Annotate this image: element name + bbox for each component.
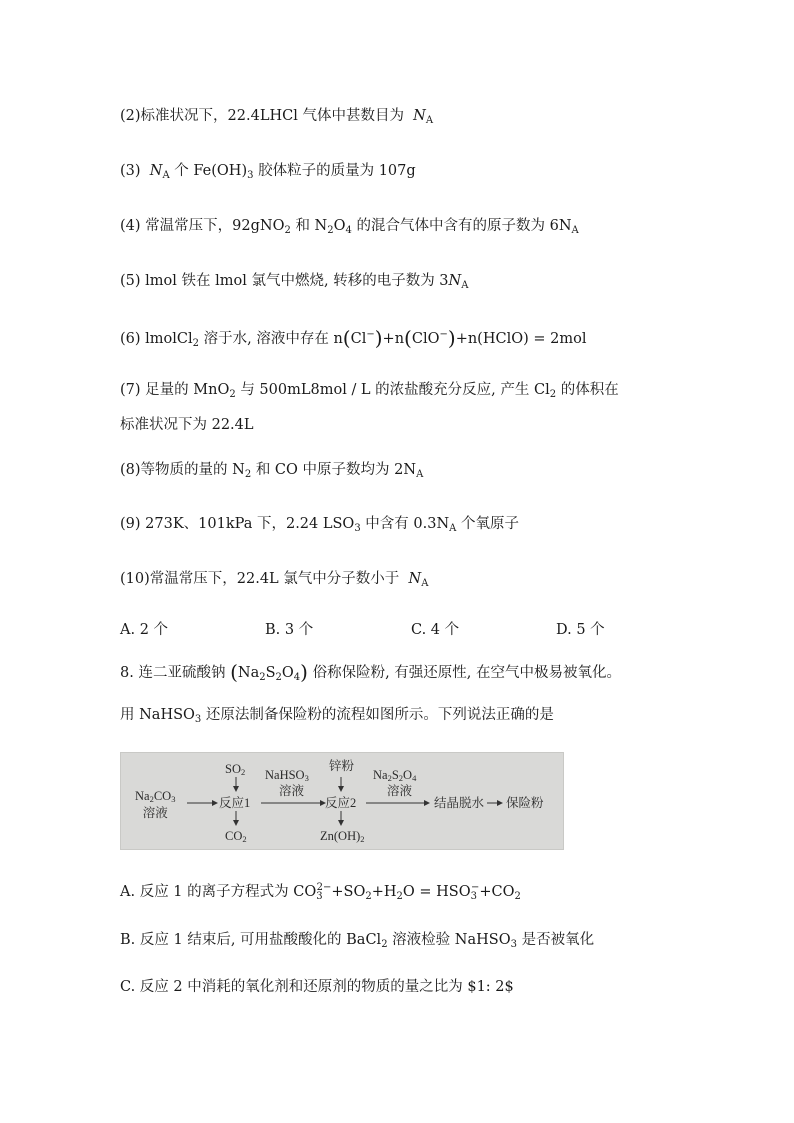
statement-2: (2)标准状况下，22.4LHCl 气体中甚数目为 $N_A$ xyxy=(120,108,434,126)
statement-6: (6) lmolCl$_2$ 溶于水, 溶液中存在 n(Cl−)+n(ClO−)+n(HClO) = 2mol xyxy=(120,326,587,350)
so2-label: $SO_2$ xyxy=(225,762,246,777)
option-b: B. 3 个 xyxy=(265,622,314,638)
answer-8-c: C. 反应 2 中消耗的氧化剂和还原剂的物质的量之比为 $1: 2$ xyxy=(120,979,514,995)
na2co3-label: $Na_2CO_3$ 溶液 xyxy=(135,789,176,820)
question-8-line1: 8. 连二亚硫酸钠 $(Na_2S_2O_4)$ 俗称保险粉, 有强还原性, 在空气中极易被氧化。 xyxy=(120,660,622,684)
option-c: C. 4 个 xyxy=(411,622,460,638)
solution2-label: 溶液 xyxy=(279,784,305,798)
question-8-line2: 用 NaHSO$_3$ 还原法制备保险粉的流程如图所示。下列说法正确的是 xyxy=(120,707,554,725)
statement-5: (5) lmol 铁在 lmol 氯气中燃烧, 转移的电子数为 $3N_A$ xyxy=(120,273,469,291)
zinc-powder-label: 锌粉 xyxy=(329,759,355,773)
reaction2-label: 反应2 xyxy=(325,796,357,810)
znoh2-label: $Zn(OH)_2$ xyxy=(320,829,365,844)
statement-7-line2: 标准状况下为 22.4L xyxy=(120,417,254,433)
statement-4: (4) 常温常压下，92gNO$_2$ 和 $N_2O_4$ 的混合气体中含有的原子数为 $6N_A$ xyxy=(120,218,579,236)
solution3-label: 溶液 xyxy=(387,784,413,798)
statement-7-line1: (7) 足量的 MnO$_2$ 与 500mL8mol / L 的浓盐酸充分反应, 产生 $Cl_2$ 的体积在 xyxy=(120,382,619,400)
statement-3: (3) $N_A$ 个 $Fe(OH)_3$ 胶体粒子的质量为 107g xyxy=(120,163,416,181)
product-label: 保险粉 xyxy=(506,796,544,810)
crystallize-dehydrate-label: 结晶脱水 xyxy=(434,796,485,810)
co2-label: $CO_2$ xyxy=(225,829,247,844)
statement-8: (8)等物质的量的 $N_2$ 和 CO 中原子数均为 $2N_A$ xyxy=(120,462,424,480)
option-a: A. 2 个 xyxy=(120,622,169,638)
answer-8-a: A. 反应 1 的离子方程式为 $CO_3^{2-}+SO_2+H_2O = HSO_3^-+CO_2$ xyxy=(120,882,521,902)
answer-8-b: B. 反应 1 结束后, 可用盐酸酸化的 BaCl$_2$ 溶液检验 NaHSO$_3$ 是否被氧化 xyxy=(120,932,595,950)
nahso3-label: NaHSO$_3$ xyxy=(265,768,309,783)
reaction1-label: 反应1 xyxy=(219,796,251,810)
option-d: D. 5 个 xyxy=(556,622,605,638)
statement-10: (10)常温常压下，22.4L 氯气中分子数小于 $N_A$ xyxy=(120,571,429,589)
process-flow-diagram xyxy=(120,752,564,850)
statement-9: (9) 273K、101kPa 下，2.24 $LSO_3$ 中含有 $0.3N_A$ 个氧原子 xyxy=(120,516,520,534)
na2s2o4-label: $Na_2S_2O_4$ xyxy=(373,768,417,783)
